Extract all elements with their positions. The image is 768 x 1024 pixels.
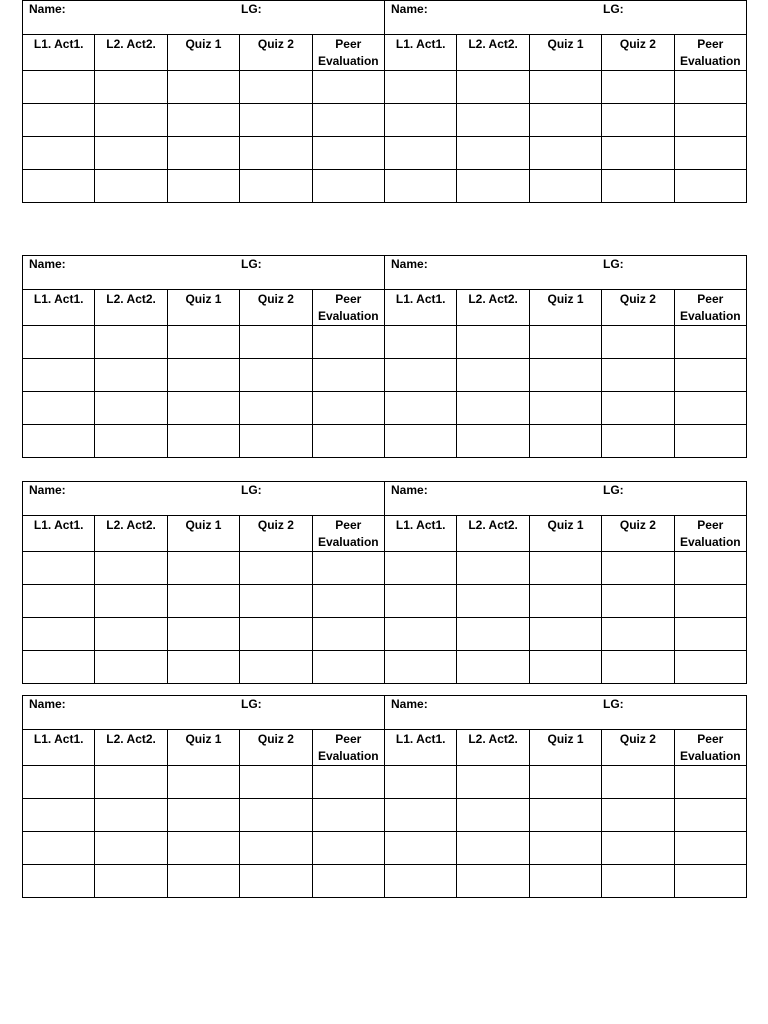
score-cell[interactable] [167,832,239,865]
score-row [23,104,747,137]
score-cell[interactable] [312,392,384,425]
score-cell[interactable] [240,766,312,799]
score-cell[interactable] [529,865,601,898]
score-cell[interactable] [457,170,529,203]
score-cell[interactable] [457,832,529,865]
score-cell[interactable] [385,865,457,898]
score-cell[interactable] [385,326,457,359]
score-cell[interactable] [240,392,312,425]
column-header [674,516,746,552]
column-header [674,35,746,71]
lg-label: LG: [603,697,624,711]
column-header-label: L2. Act2. [106,292,156,306]
score-cell[interactable] [674,170,746,203]
column-header [23,35,95,71]
column-header-label: L2. Act2. [468,518,518,532]
score-cell[interactable] [23,651,95,684]
score-cell[interactable] [385,651,457,684]
score-cell[interactable] [23,170,95,203]
score-cell[interactable] [167,137,239,170]
column-header [457,290,529,326]
score-cell[interactable] [457,799,529,832]
score-cell[interactable] [529,104,601,137]
name-row [23,1,747,35]
grade-card-1 [22,0,747,203]
column-header [602,290,674,326]
score-cell[interactable] [385,585,457,618]
column-header-label: L2. Act2. [468,37,518,51]
score-cell[interactable] [167,585,239,618]
score-row [23,137,747,170]
column-header [312,290,384,326]
name-row [23,256,747,290]
score-row [23,170,747,203]
column-header [529,730,601,766]
lg-label: LG: [603,483,624,497]
column-header-label: Peer Evaluation [317,292,379,323]
score-cell[interactable] [529,170,601,203]
column-header-label: Quiz 2 [619,37,656,51]
score-cell[interactable] [95,425,167,458]
score-cell[interactable] [167,392,239,425]
score-cell[interactable] [602,585,674,618]
score-cell[interactable] [167,425,239,458]
column-header [529,290,601,326]
score-cell[interactable] [312,651,384,684]
score-cell[interactable] [674,71,746,104]
column-header-label: Quiz 2 [257,732,294,746]
score-cell[interactable] [385,104,457,137]
score-cell[interactable] [602,359,674,392]
column-header [457,516,529,552]
score-cell[interactable] [602,326,674,359]
score-cell[interactable] [95,104,167,137]
score-cell[interactable] [385,618,457,651]
score-row [23,651,747,684]
score-cell[interactable] [674,766,746,799]
score-cell[interactable] [312,326,384,359]
score-row [23,425,747,458]
column-header [529,35,601,71]
column-header-label: Quiz 2 [257,518,294,532]
score-cell[interactable] [240,170,312,203]
score-cell[interactable] [529,137,601,170]
column-header [240,290,312,326]
score-cell[interactable] [240,865,312,898]
column-header [312,35,384,71]
column-header-label: Peer Evaluation [679,518,741,549]
score-cell[interactable] [674,104,746,137]
score-cell[interactable] [385,137,457,170]
column-header-row [23,516,747,552]
lg-label: LG: [603,257,624,271]
score-cell[interactable] [457,71,529,104]
column-header-label: Peer Evaluation [317,37,379,68]
column-header-label: L1. Act1. [395,292,446,306]
score-cell[interactable] [602,392,674,425]
score-cell[interactable] [312,766,384,799]
column-header-label: L2. Act2. [106,518,156,532]
column-header-label: Quiz 1 [547,732,584,746]
column-header-label: Peer Evaluation [317,518,379,549]
score-cell[interactable] [312,585,384,618]
column-header [95,516,167,552]
score-cell[interactable] [602,651,674,684]
score-cell[interactable] [312,104,384,137]
name-row [23,482,747,516]
score-row [23,359,747,392]
student-name-cell[interactable] [385,256,747,290]
score-cell[interactable] [95,832,167,865]
score-cell[interactable] [240,104,312,137]
score-cell[interactable] [23,104,95,137]
score-row [23,585,747,618]
student-name-cell[interactable] [385,696,747,730]
score-cell[interactable] [240,326,312,359]
column-header [602,730,674,766]
score-cell[interactable] [167,170,239,203]
score-cell[interactable] [23,799,95,832]
score-cell[interactable] [602,170,674,203]
student-name-cell[interactable] [23,696,385,730]
score-cell[interactable] [602,104,674,137]
score-cell[interactable] [167,552,239,585]
score-cell[interactable] [312,865,384,898]
score-row [23,832,747,865]
score-cell[interactable] [602,618,674,651]
score-cell[interactable] [95,359,167,392]
score-cell[interactable] [95,552,167,585]
column-header [95,730,167,766]
score-cell[interactable] [674,832,746,865]
grade-card-4 [22,695,747,898]
column-header [385,35,457,71]
score-cell[interactable] [602,137,674,170]
student-name-cell[interactable] [23,1,385,35]
column-header-label: Quiz 2 [257,292,294,306]
column-header [167,730,239,766]
score-cell[interactable] [385,359,457,392]
score-cell[interactable] [529,552,601,585]
column-header-label: Peer Evaluation [679,292,741,323]
column-header [674,290,746,326]
score-cell[interactable] [602,865,674,898]
lg-label: LG: [241,697,262,711]
column-header-label: L1. Act1. [33,37,84,51]
score-cell[interactable] [95,137,167,170]
column-header-row [23,35,747,71]
score-cell[interactable] [240,552,312,585]
score-cell[interactable] [240,425,312,458]
lg-label: LG: [241,2,262,16]
lg-label: LG: [241,483,262,497]
score-cell[interactable] [457,585,529,618]
score-cell[interactable] [385,552,457,585]
score-cell[interactable] [240,832,312,865]
score-cell[interactable] [240,618,312,651]
score-row [23,392,747,425]
column-header-label: L2. Act2. [106,732,156,746]
score-cell[interactable] [457,137,529,170]
score-cell[interactable] [602,799,674,832]
score-cell[interactable] [674,359,746,392]
score-cell[interactable] [674,137,746,170]
score-cell[interactable] [529,71,601,104]
column-header-label: Quiz 1 [547,292,584,306]
score-cell[interactable] [529,392,601,425]
score-cell[interactable] [95,71,167,104]
score-cell[interactable] [312,552,384,585]
column-header-label: Quiz 2 [257,37,294,51]
name-label: Name: [391,483,428,497]
column-header-label: Quiz 2 [619,518,656,532]
score-row [23,71,747,104]
column-header [23,290,95,326]
score-cell[interactable] [457,552,529,585]
column-header [167,35,239,71]
score-cell[interactable] [240,799,312,832]
score-row [23,799,747,832]
score-cell[interactable] [529,618,601,651]
score-cell[interactable] [312,71,384,104]
score-cell[interactable] [674,618,746,651]
score-cell[interactable] [23,71,95,104]
score-cell[interactable] [95,651,167,684]
score-cell[interactable] [602,71,674,104]
column-header [23,516,95,552]
score-cell[interactable] [23,326,95,359]
score-cell[interactable] [23,832,95,865]
column-header [385,730,457,766]
score-cell[interactable] [312,425,384,458]
score-cell[interactable] [23,425,95,458]
score-cell[interactable] [674,799,746,832]
column-header-label: L2. Act2. [106,37,156,51]
score-cell[interactable] [312,618,384,651]
grade-card-2 [22,255,747,458]
column-header-label: Peer Evaluation [679,732,741,763]
score-cell[interactable] [674,651,746,684]
score-cell[interactable] [529,326,601,359]
score-cell[interactable] [529,651,601,684]
column-header-label: L1. Act1. [33,518,84,532]
score-cell[interactable] [23,552,95,585]
score-cell[interactable] [95,618,167,651]
score-cell[interactable] [385,170,457,203]
score-cell[interactable] [602,832,674,865]
column-header-label: Peer Evaluation [317,732,379,763]
column-header [95,290,167,326]
score-cell[interactable] [385,766,457,799]
score-cell[interactable] [167,651,239,684]
column-header-label: Quiz 1 [185,292,222,306]
score-cell[interactable] [240,137,312,170]
score-cell[interactable] [23,585,95,618]
score-cell[interactable] [167,618,239,651]
score-cell[interactable] [529,585,601,618]
column-header [602,516,674,552]
score-cell[interactable] [167,326,239,359]
score-cell[interactable] [95,326,167,359]
name-label: Name: [29,2,66,16]
column-header [457,35,529,71]
column-header [23,730,95,766]
score-cell[interactable] [95,392,167,425]
score-cell[interactable] [529,799,601,832]
column-header [674,730,746,766]
column-header-label: L1. Act1. [395,732,446,746]
student-name-cell[interactable] [385,482,747,516]
column-header-label: Quiz 1 [547,518,584,532]
score-cell[interactable] [674,552,746,585]
name-label: Name: [29,697,66,711]
score-cell[interactable] [385,832,457,865]
score-cell[interactable] [312,799,384,832]
column-header [95,35,167,71]
column-header-label: Quiz 2 [619,292,656,306]
column-header [240,730,312,766]
column-header-label: L1. Act1. [395,518,446,532]
column-header-label: L2. Act2. [468,732,518,746]
column-header-label: L1. Act1. [395,37,446,51]
score-cell[interactable] [457,766,529,799]
grade-card-3 [22,481,747,684]
lg-label: LG: [603,2,624,16]
lg-label: LG: [241,257,262,271]
score-cell[interactable] [602,766,674,799]
column-header [602,35,674,71]
score-cell[interactable] [674,865,746,898]
column-header-label: Quiz 1 [185,732,222,746]
score-cell[interactable] [167,799,239,832]
column-header [312,730,384,766]
column-header [167,516,239,552]
score-cell[interactable] [529,832,601,865]
score-cell[interactable] [23,359,95,392]
column-header [385,290,457,326]
column-header [385,516,457,552]
score-cell[interactable] [312,170,384,203]
score-cell[interactable] [385,71,457,104]
score-cell[interactable] [240,359,312,392]
column-header-row [23,290,747,326]
score-cell[interactable] [602,552,674,585]
score-cell[interactable] [529,359,601,392]
column-header-row [23,730,747,766]
score-cell[interactable] [240,71,312,104]
column-header-label: L1. Act1. [33,732,84,746]
score-cell[interactable] [674,425,746,458]
score-cell[interactable] [385,392,457,425]
score-cell[interactable] [23,137,95,170]
score-row [23,326,747,359]
name-row [23,696,747,730]
column-header-label: L2. Act2. [468,292,518,306]
score-cell[interactable] [312,137,384,170]
score-cell[interactable] [167,359,239,392]
score-cell[interactable] [457,425,529,458]
score-cell[interactable] [602,425,674,458]
score-cell[interactable] [167,865,239,898]
score-cell[interactable] [674,392,746,425]
score-cell[interactable] [385,425,457,458]
score-cell[interactable] [529,425,601,458]
name-label: Name: [29,257,66,271]
score-cell[interactable] [457,359,529,392]
column-header-label: Quiz 2 [619,732,656,746]
score-cell[interactable] [312,359,384,392]
score-cell[interactable] [95,766,167,799]
score-cell[interactable] [457,865,529,898]
score-cell[interactable] [312,832,384,865]
name-label: Name: [391,697,428,711]
name-label: Name: [391,2,428,16]
score-cell[interactable] [674,326,746,359]
score-cell[interactable] [167,104,239,137]
student-name-cell[interactable] [385,1,747,35]
score-cell[interactable] [23,766,95,799]
score-row [23,766,747,799]
column-header [167,290,239,326]
score-cell[interactable] [95,170,167,203]
column-header [457,730,529,766]
student-name-cell[interactable] [23,482,385,516]
score-row [23,618,747,651]
column-header-label: Peer Evaluation [679,37,741,68]
score-cell[interactable] [457,651,529,684]
column-header-label: L1. Act1. [33,292,84,306]
score-cell[interactable] [385,799,457,832]
name-label: Name: [29,483,66,497]
column-header [240,516,312,552]
column-header-label: Quiz 1 [185,518,222,532]
score-cell[interactable] [23,618,95,651]
column-header-label: Quiz 1 [547,37,584,51]
score-cell[interactable] [529,766,601,799]
student-name-cell[interactable] [23,256,385,290]
score-cell[interactable] [674,585,746,618]
score-cell[interactable] [167,766,239,799]
score-cell[interactable] [167,71,239,104]
score-cell[interactable] [457,326,529,359]
column-header-label: Quiz 1 [185,37,222,51]
score-row [23,865,747,898]
column-header [312,516,384,552]
column-header [529,516,601,552]
score-cell[interactable] [240,585,312,618]
score-cell[interactable] [95,585,167,618]
score-cell[interactable] [95,799,167,832]
score-cell[interactable] [457,392,529,425]
name-label: Name: [391,257,428,271]
score-cell[interactable] [95,865,167,898]
score-cell[interactable] [240,651,312,684]
score-cell[interactable] [23,392,95,425]
score-cell[interactable] [23,865,95,898]
column-header [240,35,312,71]
score-cell[interactable] [457,618,529,651]
score-row [23,552,747,585]
score-cell[interactable] [457,104,529,137]
